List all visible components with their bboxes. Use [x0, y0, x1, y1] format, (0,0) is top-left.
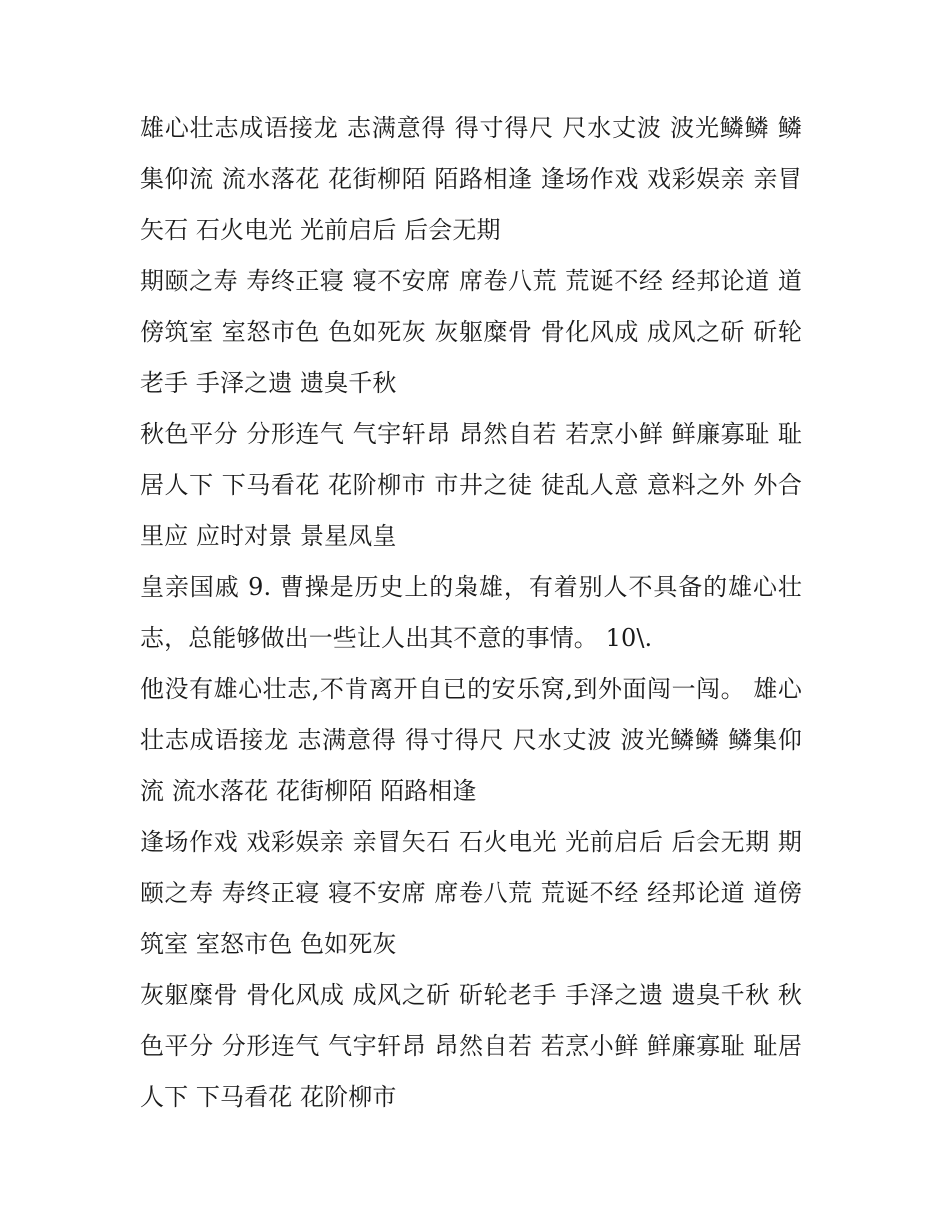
- document-body: [140, 103, 802, 1123]
- paragraph-3: 秋色平分 分形连气 气宇轩昂 昂然自若 若烹小鲜 鲜廉寡耻 耻居人下 下马看花 花阶柳市 市井之徒 徒乱人意 意料之外 外合里应 应时对景 景星凤皇: [140, 420, 802, 550]
- paragraph-7: 灰躯糜骨 骨化风成 成风之斫 斫轮老手 手泽之遗 遗臭千秋 秋色平分 分形连气 气宇轩昂 昂然自若 若烹小鲜 鲜廉寡耻 耻居人下 下马看花 花阶柳市: [140, 981, 802, 1111]
- paragraph-2: 期颐之寿 寿终正寝 寝不安席 席卷八荒 荒诞不经 经邦论道 道傍筑室 室怒市色 色如死灰 灰躯糜骨 骨化风成 成风之斫 斫轮老手 手泽之遗 遗臭千秋: [140, 267, 802, 397]
- paragraph-6: 逢场作戏 戏彩娱亲 亲冒矢石 石火电光 光前启后 后会无期 期颐之寿 寿终正寝 寝不安席 席卷八荒 荒诞不经 经邦论道 道傍筑室 室怒市色 色如死灰: [140, 828, 802, 958]
- paragraph-4: 皇亲国戚 9. 曹操是历史上的枭雄，有着别人不具备的雄心壮志，总能够做出一些让人出其不意的事情。 10\.: [140, 573, 802, 652]
- paragraph-5: 他没有雄心壮志,不肯离开自已的安乐窝,到外面闯一闯。 雄心壮志成语接龙 志满意得 得寸得尺 尺水丈波 波光鳞鳞 鳞集仰流 流水落花 花街柳陌 陌路相逢: [140, 675, 802, 805]
- paragraph-1: 雄心壮志成语接龙 志满意得 得寸得尺 尺水丈波 波光鳞鳞 鳞集仰流 流水落花 花街柳陌 陌路相逢 逢场作戏 戏彩娱亲 亲冒矢石 石火电光 光前启后 后会无期: [140, 114, 802, 244]
